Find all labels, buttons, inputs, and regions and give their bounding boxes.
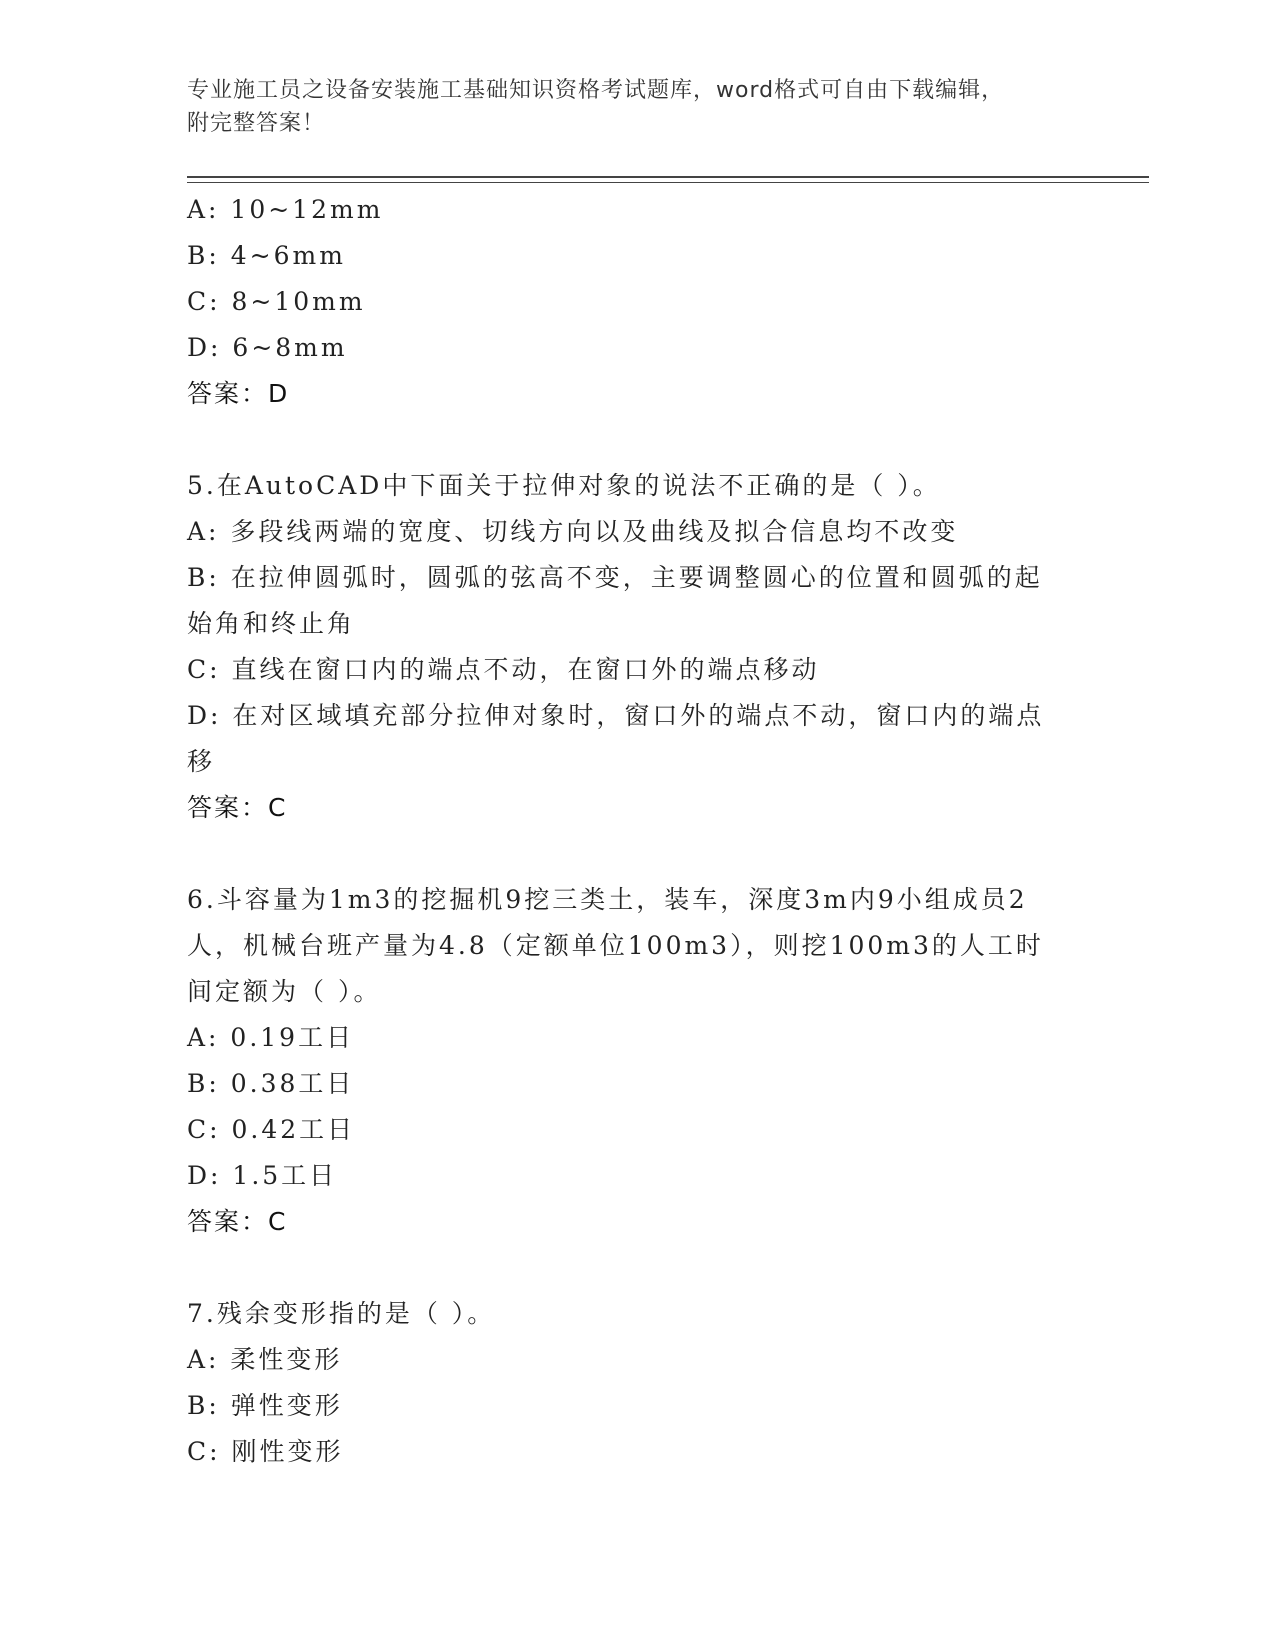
answer: 答案：D <box>187 379 290 408</box>
question-6 <box>187 877 1067 1245</box>
question-4 <box>187 187 1067 417</box>
spacer <box>187 831 1067 877</box>
spacer <box>187 417 1067 463</box>
option-b: B: 弹性变形 <box>187 1391 343 1420</box>
option-b: B: 4~6mm <box>187 241 346 270</box>
question-text: 7.残余变形指的是（ ）。 <box>187 1299 496 1328</box>
option-c: C: 8~10mm <box>187 287 366 316</box>
option-c: C: 0.42工日 <box>187 1115 356 1144</box>
question-5 <box>187 463 1067 831</box>
option-a: A: 0.19工日 <box>187 1023 355 1052</box>
spacer <box>187 1245 1067 1291</box>
answer: 答案：C <box>187 1207 288 1236</box>
question-text: 5.在AutoCAD中下面关于拉伸对象的说法不正确的是（ ）。 <box>187 471 941 500</box>
header-divider-thin <box>187 182 1149 183</box>
question-list <box>187 187 1067 1475</box>
option-d: D: 6~8mm <box>187 333 348 362</box>
option-a: A: 多段线两端的宽度、切线方向以及曲线及拟合信息均不改变 <box>187 517 959 546</box>
header-line-2: 附完整答案！ <box>187 111 326 136</box>
option-a: A: 10~12mm <box>187 195 384 224</box>
option-d: D: 在对区域填充部分拉伸对象时，窗口外的端点不动，窗口内的端点移 <box>187 701 1045 776</box>
header-divider-thick <box>187 176 1149 178</box>
option-c: C: 刚性变形 <box>187 1437 344 1466</box>
option-d: D: 1.5工日 <box>187 1161 338 1190</box>
document-header <box>187 74 1067 140</box>
option-b: B: 在拉伸圆弧时，圆弧的弦高不变，主要调整圆心的位置和圆弧的起始角和终止角 <box>187 563 1043 638</box>
question-text: 6.斗容量为1m3的挖掘机9挖三类土，装车，深度3m内9小组成员2人，机械台班产量为4.8（定额单位100m3），则挖100m3的人工时间定额为（ ）。 <box>187 885 1044 1006</box>
question-7 <box>187 1291 1067 1475</box>
option-b: B: 0.38工日 <box>187 1069 355 1098</box>
answer: 答案：C <box>187 793 288 822</box>
option-a: A: 柔性变形 <box>187 1345 343 1374</box>
header-line-1: 专业施工员之设备安装施工基础知识资格考试题库，word格式可自由下载编辑， <box>187 78 1005 103</box>
option-c: C: 直线在窗口内的端点不动，在窗口外的端点移动 <box>187 655 820 684</box>
